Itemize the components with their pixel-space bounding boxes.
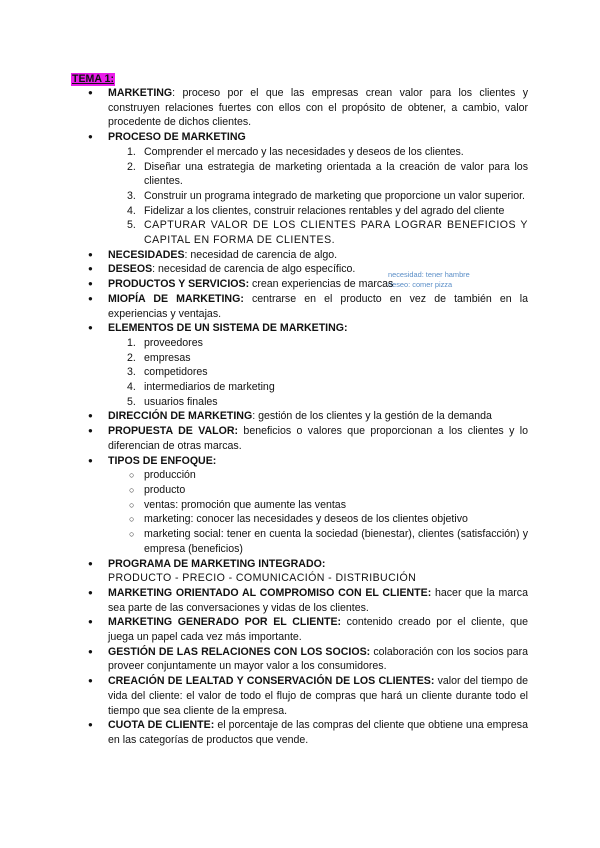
element-text: empresas bbox=[144, 351, 191, 364]
list-item: 2. Diseñar una estrategia de marketing orientada a la creación de valor para los clientes. bbox=[127, 160, 528, 188]
item-elementos bbox=[88, 321, 528, 336]
definition: : necesidad de carencia de algo. bbox=[184, 248, 338, 261]
list-item: 1. Comprender el mercado y las necesidades y deseos de los clientes. bbox=[127, 145, 464, 158]
term: PROCESO DE MARKETING bbox=[108, 131, 246, 144]
definition: beneficios o valores que proporcionan a los clientes y lo diferencian de otras marcas. bbox=[108, 425, 528, 452]
term: PRODUCTOS Y SERVICIOS: bbox=[108, 278, 250, 291]
term: DIRECCIÓN DE MARKETING bbox=[108, 410, 253, 423]
item-lealtad bbox=[88, 674, 528, 718]
term: PROPUESTA DE VALOR: bbox=[108, 425, 239, 438]
margin-note-line: deseo: comer pizza bbox=[388, 280, 453, 289]
element-text: competidores bbox=[144, 366, 208, 379]
topic-heading: TEMA 1: bbox=[72, 73, 114, 85]
list-item: 3. Construir un programa integrado de marketing que proporcione un valor superior. bbox=[127, 189, 526, 202]
definition: centrarse en el producto en vez de también en la experiencias y ventajas. bbox=[108, 292, 528, 320]
notes-list bbox=[88, 86, 528, 748]
item-deseos bbox=[88, 262, 528, 277]
term: MARKETING ORIENTADO AL COMPROMISO CON EL CLIENTE: bbox=[108, 586, 432, 599]
element-text: proveedores bbox=[144, 336, 203, 349]
definition: : necesidad de carencia de algo específico. bbox=[152, 263, 356, 276]
term: NECESIDADES bbox=[108, 248, 185, 261]
item-propuesta bbox=[88, 424, 528, 453]
definition: hacer que la marca sea parte de las conversaciones y vidas de los clientes. bbox=[108, 586, 528, 614]
step-text: Diseñar una estrategia de marketing orientada a la creación de valor para los clientes. bbox=[144, 160, 528, 188]
list-item: 4. intermediarios de marketing bbox=[127, 381, 275, 394]
definition: colaboración con los socios para proveer conjuntamente un mayor valor a los consumidores. bbox=[108, 645, 528, 673]
definition: crean experiencias de marcas bbox=[249, 278, 394, 291]
step-text: Fidelizar a los clientes, construir relaciones rentables y del agrado del cliente bbox=[144, 204, 505, 217]
list-item: ○ ventas: promoción que aumente las ventas bbox=[88, 498, 528, 513]
list-item: 1. proveedores bbox=[127, 336, 203, 349]
item-compromiso bbox=[88, 586, 528, 615]
term: PROGRAMA DE MARKETING INTEGRADO: bbox=[108, 557, 326, 570]
term: CUOTA DE CLIENTE: bbox=[108, 719, 215, 732]
item-marketing bbox=[88, 86, 528, 130]
definition: : gestión de los clientes y la gestión de la demanda bbox=[252, 410, 492, 423]
element-text: intermediarios de marketing bbox=[144, 381, 275, 394]
definition: valor del tiempo de vida del cliente: el valor de todo el flujo de compras que hará un cliente durante todo el tiempo que sea cliente de la empresa. bbox=[108, 675, 528, 717]
term: ELEMENTOS DE UN SISTEMA DE MARKETING: bbox=[108, 322, 348, 335]
item-generado bbox=[88, 615, 528, 644]
term: GESTIÓN DE LAS RELACIONES CON LOS SOCIOS: bbox=[108, 645, 371, 658]
item-productos bbox=[88, 277, 528, 292]
item-proceso bbox=[88, 130, 528, 145]
list-item: ○ producción bbox=[88, 468, 528, 483]
term: MARKETING bbox=[108, 87, 173, 99]
item-cuota bbox=[88, 718, 528, 747]
definition: el porcentaje de las compras del cliente que obtiene una empresa en las categorías de productos que vende. bbox=[108, 719, 528, 746]
item-direccion bbox=[88, 409, 528, 424]
list-item: ○ producto bbox=[88, 483, 528, 498]
term: MARKETING GENERADO POR EL CLIENTE: bbox=[108, 616, 342, 629]
definition: contenido creado por el cliente, que juega un papel cada vez más importante. bbox=[108, 616, 528, 644]
list-item: 5. CAPTURAR VALOR DE LOS CLIENTES PARA LOGRAR BENEFICIOS Y CAPITAL EN FORMA DE CLIENTES. bbox=[127, 219, 528, 247]
list-item: ○ marketing: conocer las necesidades y deseos de los clientes objetivo bbox=[88, 512, 528, 527]
step-text: Construir un programa integrado de marketing que proporcione un valor superior. bbox=[144, 189, 526, 202]
step-text: CAPTURAR VALOR DE LOS CLIENTES PARA LOGRAR BENEFICIOS Y CAPITAL EN FORMA DE CLIENTES. bbox=[144, 219, 528, 247]
margin-note-line: necesidad: tener hambre bbox=[388, 270, 470, 279]
item-necesidades bbox=[88, 248, 528, 263]
element-text: usuarios finales bbox=[144, 395, 218, 408]
list-item: ○ marketing social: tener en cuenta la sociedad (bienestar), clientes (satisfacción) y empresa (beneficios) bbox=[88, 527, 528, 556]
item-tipos bbox=[88, 454, 528, 469]
list-item: 5. usuarios finales bbox=[127, 395, 218, 408]
term: MIOPÍA DE MARKETING: bbox=[108, 292, 244, 305]
term: TIPOS DE ENFOQUE: bbox=[108, 454, 217, 467]
item-miopia bbox=[88, 292, 528, 321]
list-item: 3. competidores bbox=[127, 366, 208, 379]
term: CREACIÓN DE LEALTAD Y CONSERVACIÓN DE LOS CLIENTES: bbox=[108, 675, 435, 688]
list-item: 4. Fidelizar a los clientes, construir relaciones rentables y del agrado del cliente bbox=[127, 204, 505, 217]
programa-line: PRODUCTO - PRECIO - COMUNICACIÓN - DISTRIBUCIÓN bbox=[108, 572, 417, 585]
definition: : proceso por el que las empresas crean valor para los clientes y construyen relaciones fuertes con ellos con el propósito de obtener, a cambio, valor procedente de dichos clientes. bbox=[108, 87, 528, 129]
item-programa bbox=[88, 557, 528, 572]
step-text: Comprender el mercado y las necesidades y deseos de los clientes. bbox=[144, 145, 464, 158]
item-socios bbox=[88, 645, 528, 674]
list-item: 2. empresas bbox=[127, 351, 191, 364]
term: DESEOS bbox=[108, 263, 153, 276]
